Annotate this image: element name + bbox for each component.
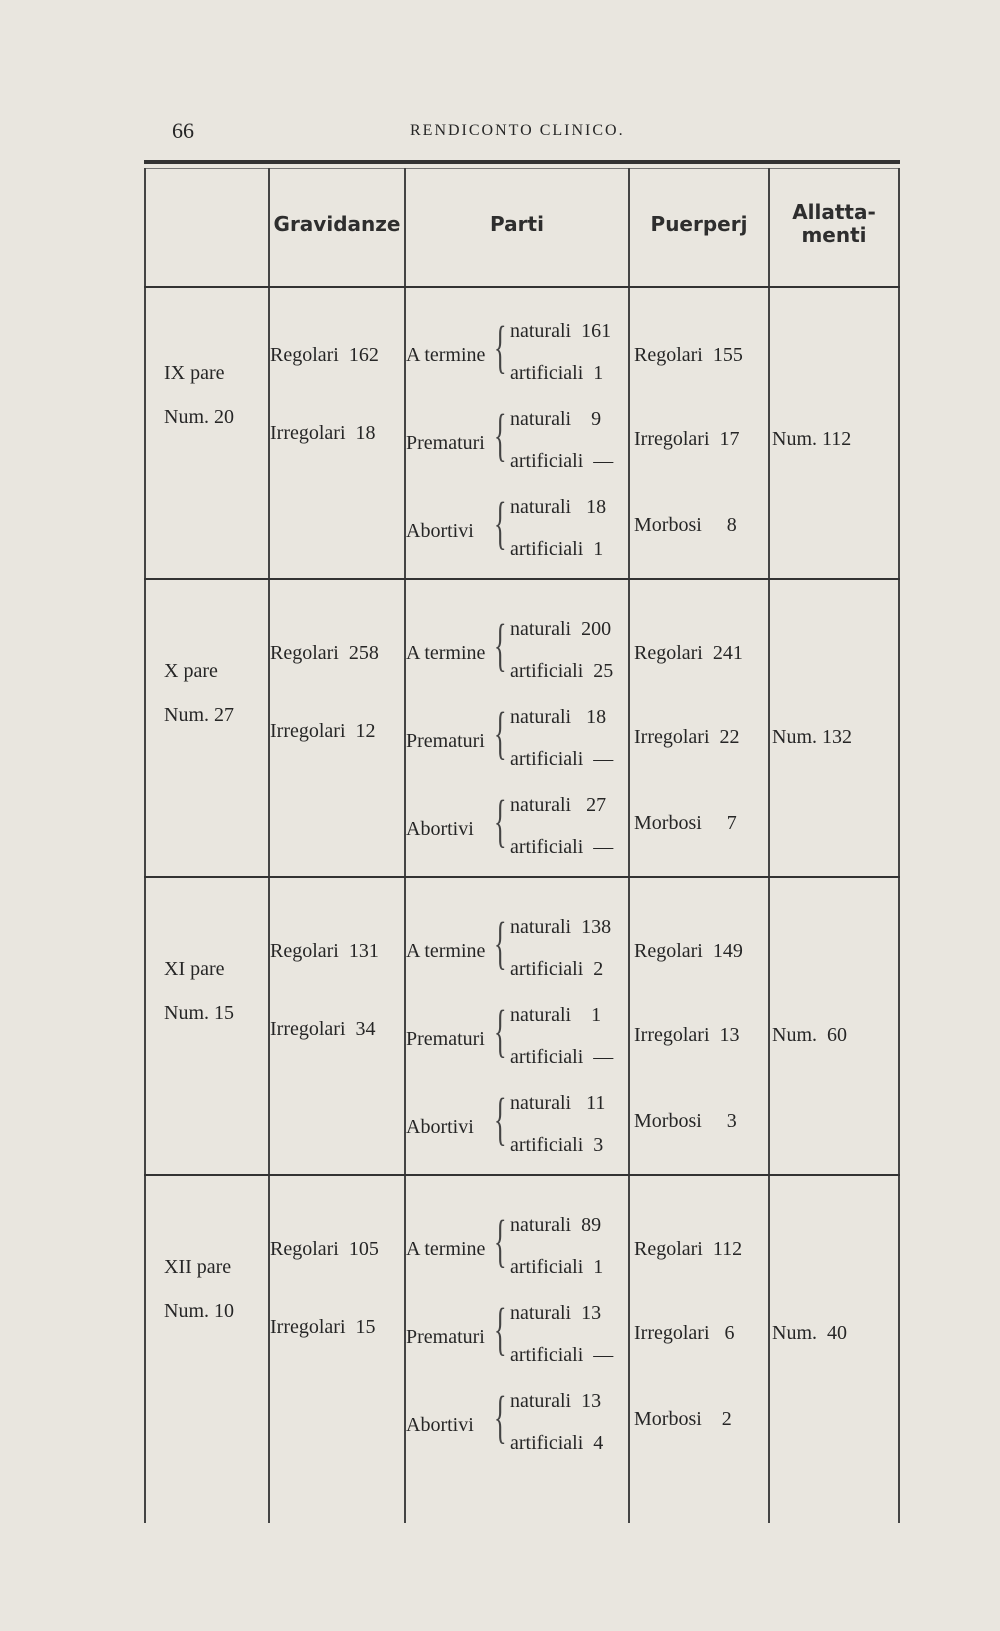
group-pare-label: XII pare [164, 1256, 232, 1278]
column-rule [628, 168, 630, 1523]
parti-naturali: naturali 9 [510, 408, 602, 430]
group-separator [144, 1174, 900, 1176]
column-rule [404, 168, 406, 1523]
parti-category-label: Prematuri [406, 730, 485, 752]
parti-brace-icon: { [494, 314, 507, 379]
parti-artificiali: artificiali — [510, 1046, 614, 1068]
puerperj-irregolari: Irregolari 13 [634, 1024, 740, 1046]
parti-category-label: Abortivi [406, 1116, 474, 1138]
parti-naturali: naturali 18 [510, 496, 607, 518]
allattamenti-num: Num. 60 [772, 1024, 847, 1046]
group-pare-label: X pare [164, 660, 218, 682]
puerperj-morbosi: Morbosi 7 [634, 812, 737, 834]
parti-naturali: naturali 161 [510, 320, 612, 342]
parti-category-label: Abortivi [406, 520, 474, 542]
parti-category-label: Prematuri [406, 432, 485, 454]
parti-naturali: naturali 13 [510, 1390, 602, 1412]
header-allattamenti: Allatta- menti [792, 200, 876, 247]
gravidanze-irregolari: Irregolari 15 [270, 1316, 376, 1338]
gravidanze-regolari: Regolari 162 [270, 344, 379, 366]
column-rule [144, 168, 146, 1523]
header-gravidanze: Gravidanze [273, 211, 401, 236]
parti-artificiali: artificiali — [510, 836, 614, 858]
parti-category-label: A termine [406, 1238, 486, 1260]
group-num-label: Num. 20 [164, 406, 234, 428]
parti-artificiali: artificiali — [510, 748, 614, 770]
group-num-label: Num. 15 [164, 1002, 234, 1024]
header-parti: Parti [490, 211, 544, 236]
gravidanze-regolari: Regolari 105 [270, 1238, 379, 1260]
parti-brace-icon: { [494, 1296, 507, 1361]
parti-brace-icon: { [494, 910, 507, 975]
parti-category-label: Prematuri [406, 1028, 485, 1050]
parti-brace-icon: { [494, 490, 507, 555]
parti-brace-icon: { [494, 700, 507, 765]
parti-category-label: Abortivi [406, 1414, 474, 1436]
gravidanze-regolari: Regolari 258 [270, 642, 379, 664]
group-pare-label: XI pare [164, 958, 225, 980]
puerperj-irregolari: Irregolari 6 [634, 1322, 735, 1344]
parti-naturali: naturali 11 [510, 1092, 606, 1114]
parti-brace-icon: { [494, 612, 507, 677]
parti-artificiali: artificiali 2 [510, 958, 604, 980]
puerperj-morbosi: Morbosi 3 [634, 1110, 737, 1132]
column-rule [898, 168, 900, 1523]
parti-category-label: A termine [406, 642, 486, 664]
gravidanze-irregolari: Irregolari 12 [270, 720, 376, 742]
parti-category-label: Prematuri [406, 1326, 485, 1348]
group-num-label: Num. 27 [164, 704, 234, 726]
parti-naturali: naturali 13 [510, 1302, 602, 1324]
parti-naturali: naturali 200 [510, 618, 612, 640]
page-number: 66 [172, 118, 194, 143]
puerperj-irregolari: Irregolari 17 [634, 428, 740, 450]
group-pare-label: IX pare [164, 362, 225, 384]
parti-brace-icon: { [494, 998, 507, 1063]
allattamenti-num: Num. 132 [772, 726, 852, 748]
puerperj-regolari: Regolari 155 [634, 344, 743, 366]
parti-artificiali: artificiali 1 [510, 538, 604, 560]
puerperj-morbosi: Morbosi 2 [634, 1408, 732, 1430]
group-num-label: Num. 10 [164, 1300, 234, 1322]
parti-brace-icon: { [494, 1086, 507, 1151]
statistics-table [144, 160, 900, 1503]
parti-brace-icon: { [494, 1384, 507, 1449]
page-header [0, 118, 1000, 148]
gravidanze-irregolari: Irregolari 18 [270, 422, 376, 444]
parti-brace-icon: { [494, 402, 507, 467]
puerperj-regolari: Regolari 112 [634, 1238, 743, 1260]
gravidanze-regolari: Regolari 131 [270, 940, 379, 962]
puerperj-regolari: Regolari 149 [634, 940, 743, 962]
parti-brace-icon: { [494, 1208, 507, 1273]
allattamenti-num: Num. 112 [772, 428, 852, 450]
group-separator [144, 578, 900, 580]
parti-artificiali: artificiali 1 [510, 362, 604, 384]
header-rule [144, 286, 900, 288]
running-title: RENDICONTO CLINICO. [410, 122, 625, 139]
gravidanze-irregolari: Irregolari 34 [270, 1018, 376, 1040]
parti-naturali: naturali 138 [510, 916, 612, 938]
puerperj-morbosi: Morbosi 8 [634, 514, 737, 536]
parti-category-label: A termine [406, 344, 486, 366]
parti-category-label: A termine [406, 940, 486, 962]
puerperj-regolari: Regolari 241 [634, 642, 743, 664]
parti-brace-icon: { [494, 788, 507, 853]
column-rule [768, 168, 770, 1523]
parti-naturali: naturali 18 [510, 706, 607, 728]
parti-category-label: Abortivi [406, 818, 474, 840]
header-blank [148, 174, 266, 274]
parti-artificiali: artificiali 1 [510, 1256, 604, 1278]
allattamenti-num: Num. 40 [772, 1322, 847, 1344]
puerperj-irregolari: Irregolari 22 [634, 726, 740, 748]
parti-naturali: naturali 89 [510, 1214, 602, 1236]
parti-artificiali: artificiali 3 [510, 1134, 604, 1156]
parti-naturali: naturali 1 [510, 1004, 602, 1026]
parti-artificiali: artificiali 4 [510, 1432, 604, 1454]
table-top-rule-thin [144, 168, 900, 169]
parti-artificiali: artificiali — [510, 1344, 614, 1366]
parti-artificiali: artificiali 25 [510, 660, 614, 682]
parti-naturali: naturali 27 [510, 794, 607, 816]
group-separator [144, 876, 900, 878]
table-top-rule [144, 160, 900, 164]
header-puerperj: Puerperj [650, 211, 748, 236]
parti-artificiali: artificiali — [510, 450, 614, 472]
